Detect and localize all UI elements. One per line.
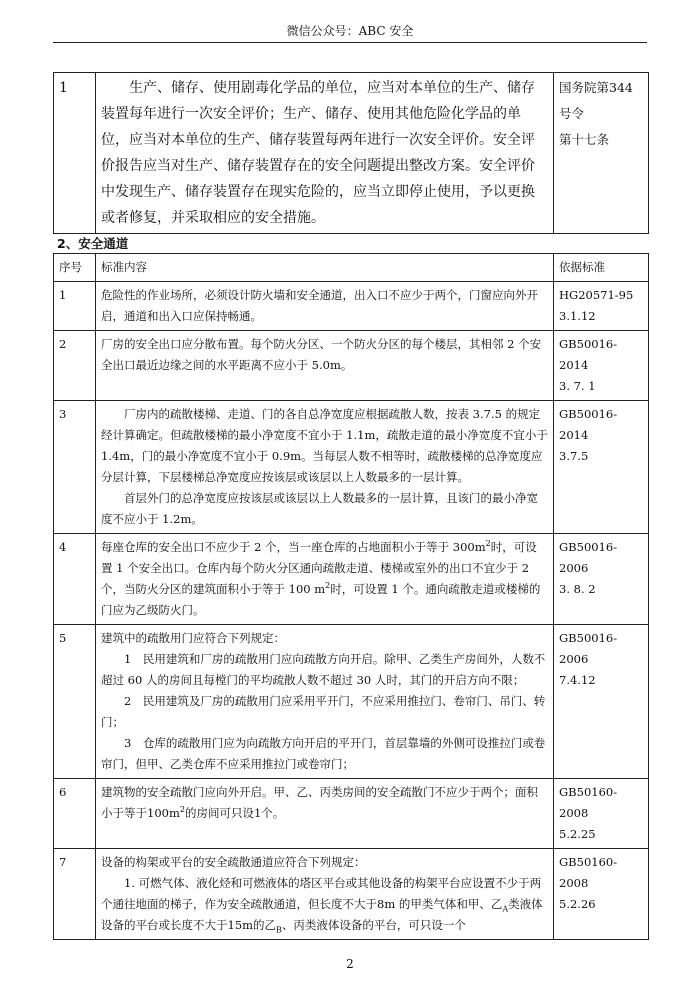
header-rule — [53, 42, 647, 43]
text-run: 时，可设置 1 个。通向疏散走道或楼梯的门应为乙级防火门。 — [101, 582, 541, 617]
basis-line: GB50016-2014 — [559, 337, 618, 372]
text-run: 每座仓库的安全出口不应少于 2 个，当一座仓库的占地面积小于等于 300m — [101, 540, 486, 554]
table-row — [54, 331, 649, 401]
basis-line: GB50160-2008 — [559, 855, 618, 890]
section-title: 2、安全通道 — [57, 236, 129, 251]
row-number: 5 — [54, 625, 96, 779]
standard-content: 生产、储存、使用剧毒化学品的单位，应当对本单位的生产、储存装置每年进行一次安全评价；生产、储存、使用其他危险化学品的单位，应当对本单位的生产、储存装置每两年进行一次安全评价。安全评价报告应当对生产、储存装置存在的安全问题提出整改方案。安全评价中发现生产、储存装置存在现实危险的，应当立即停止使用，予以更换或者修复，并采取相应的安全措施。 — [101, 80, 535, 226]
standard-content: 厂房的安全出口应分散布置。每个防火分区、一个防火分区的每个楼层，其相邻 2 个安全出口最近边缘之间的水平距离不应小于 5.0m。 — [101, 337, 542, 372]
superscript: 2 — [179, 805, 185, 815]
header-content: 标准内容 — [96, 254, 554, 282]
basis-line: GB50016-2006 — [559, 540, 618, 575]
row-number: 3 — [54, 401, 96, 534]
basis-line: 3.7.5 — [559, 449, 589, 463]
text-run: 时，可设置 1 个安全出口。仓库内每个防火分区通向疏散走道、楼梯或室外的出口不宜少于 2 个，当防火分区的建筑面积小于等于 100 m — [101, 540, 537, 596]
standard-content: 建筑中的疏散用门应符合下列规定： — [101, 631, 285, 645]
basis-line: GB50016-2006 — [559, 631, 618, 666]
header-basis: 依据标准 — [554, 254, 649, 282]
basis-line: 国务院第344号令 — [559, 80, 633, 121]
basis-line: 3. 7. 1 — [559, 379, 596, 393]
text-run: 类液体设备的平台或长度不大于15m的乙 — [101, 897, 543, 932]
basis-line: GB50016-2014 — [559, 407, 618, 442]
standard-content: 首层外门的总净宽度应按该层或该层以上人数最多的一层计算，且该门的最小净宽度不应小于 1.2m。 — [101, 491, 538, 526]
text-run: 建筑物的安全疏散门应向外开启。甲、乙、丙类房间的安全疏散门不应少于两个；面积小于等于100m — [101, 785, 538, 820]
row-number: 4 — [54, 534, 96, 625]
standard-content: 3 仓库的疏散用门应为向疏散方向开启的平开门，首层靠墙的外侧可设推拉门或卷帘门，但甲、乙类仓库不应采用推拉门或卷帘门； — [101, 736, 546, 771]
superscript: 2 — [485, 539, 491, 549]
table-row — [54, 779, 649, 849]
basis-line: 7.4.12 — [559, 673, 596, 687]
table-header-row — [54, 254, 649, 282]
page-number: 2 — [346, 957, 354, 971]
standard-content: 设备的构架或平台的安全疏散通道应符合下列规定： — [101, 855, 366, 869]
basis-line: GB50160-2008 — [559, 785, 618, 820]
table-row — [54, 625, 649, 779]
basis-line: 5.2.26 — [559, 897, 596, 911]
row-number: 7 — [54, 849, 96, 940]
text-run: 1. 可燃气体、液化烃和可燃液体的塔区平台或其他设备的构架平台应设置不少于两个通往地面的梯子，作为安全疏散通道，但长度不大于8m 的甲类气体和甲、乙 — [101, 876, 542, 911]
basis-cell — [554, 73, 649, 234]
standard-content — [101, 782, 548, 824]
standard-content: 危险性的作业场所，必须设计防火墙和安全通道，出入口不应少于两个，门窗应向外开启，通道和出入口应保持畅通。 — [101, 288, 538, 323]
text-run: 、丙类液体设备的平台，可只设一个 — [281, 918, 466, 932]
subscript: B — [276, 925, 282, 935]
table-row — [54, 401, 649, 534]
table-row — [54, 849, 649, 940]
standard-content: 厂房内的疏散楼梯、走道、门的各自总净宽度应根据疏散人数，按表 3.7.5 的规定经计算确定。但疏散楼梯的最小净宽度不宜小于 1.1m，疏散走道的最小净宽度不宜小于 1.4m，门的最小净宽度不宜小于 0.9m。当每层人数不相等时，疏散楼梯的总净宽度应分层计算，下层楼梯总净宽度应按该层或该层以上人数最多的一层计算。 — [101, 407, 548, 484]
standard-content: 1 民用建筑和厂房的疏散用门应向疏散方向开启。除甲、乙类生产房间外，人数不超过 60 人的房间且每樘门的平均疏散人数不超过 30 人时，其门的开启方向不限； — [101, 652, 546, 687]
header-num: 序号 — [54, 254, 96, 282]
standard-content: 2 民用建筑及厂房的疏散用门应采用平开门，不应采用推拉门、卷帘门、吊门、转门； — [101, 694, 546, 729]
text-run: 的房间可只设1个。 — [184, 806, 285, 820]
basis-line: HG20571-95 — [559, 288, 634, 302]
basis-line: 5.2.25 — [559, 827, 596, 841]
superscript: 2 — [325, 581, 331, 591]
table-row — [54, 282, 649, 331]
basis-line: 3.1.12 — [559, 309, 596, 323]
table-row — [54, 534, 649, 625]
row-number: 2 — [54, 331, 96, 401]
subscript: A — [502, 904, 509, 914]
standard-content — [101, 873, 548, 936]
continued-table — [53, 72, 649, 234]
basis-line: 3. 8. 2 — [559, 582, 596, 596]
standard-content — [101, 537, 548, 621]
safety-passage-table — [53, 253, 649, 940]
row-number: 1 — [54, 73, 96, 234]
basis-line: 第十七条 — [559, 132, 610, 147]
row-number: 6 — [54, 779, 96, 849]
row-number: 1 — [54, 282, 96, 331]
table-row — [54, 73, 649, 234]
page-header: 微信公众号：ABC 安全 — [286, 24, 414, 38]
